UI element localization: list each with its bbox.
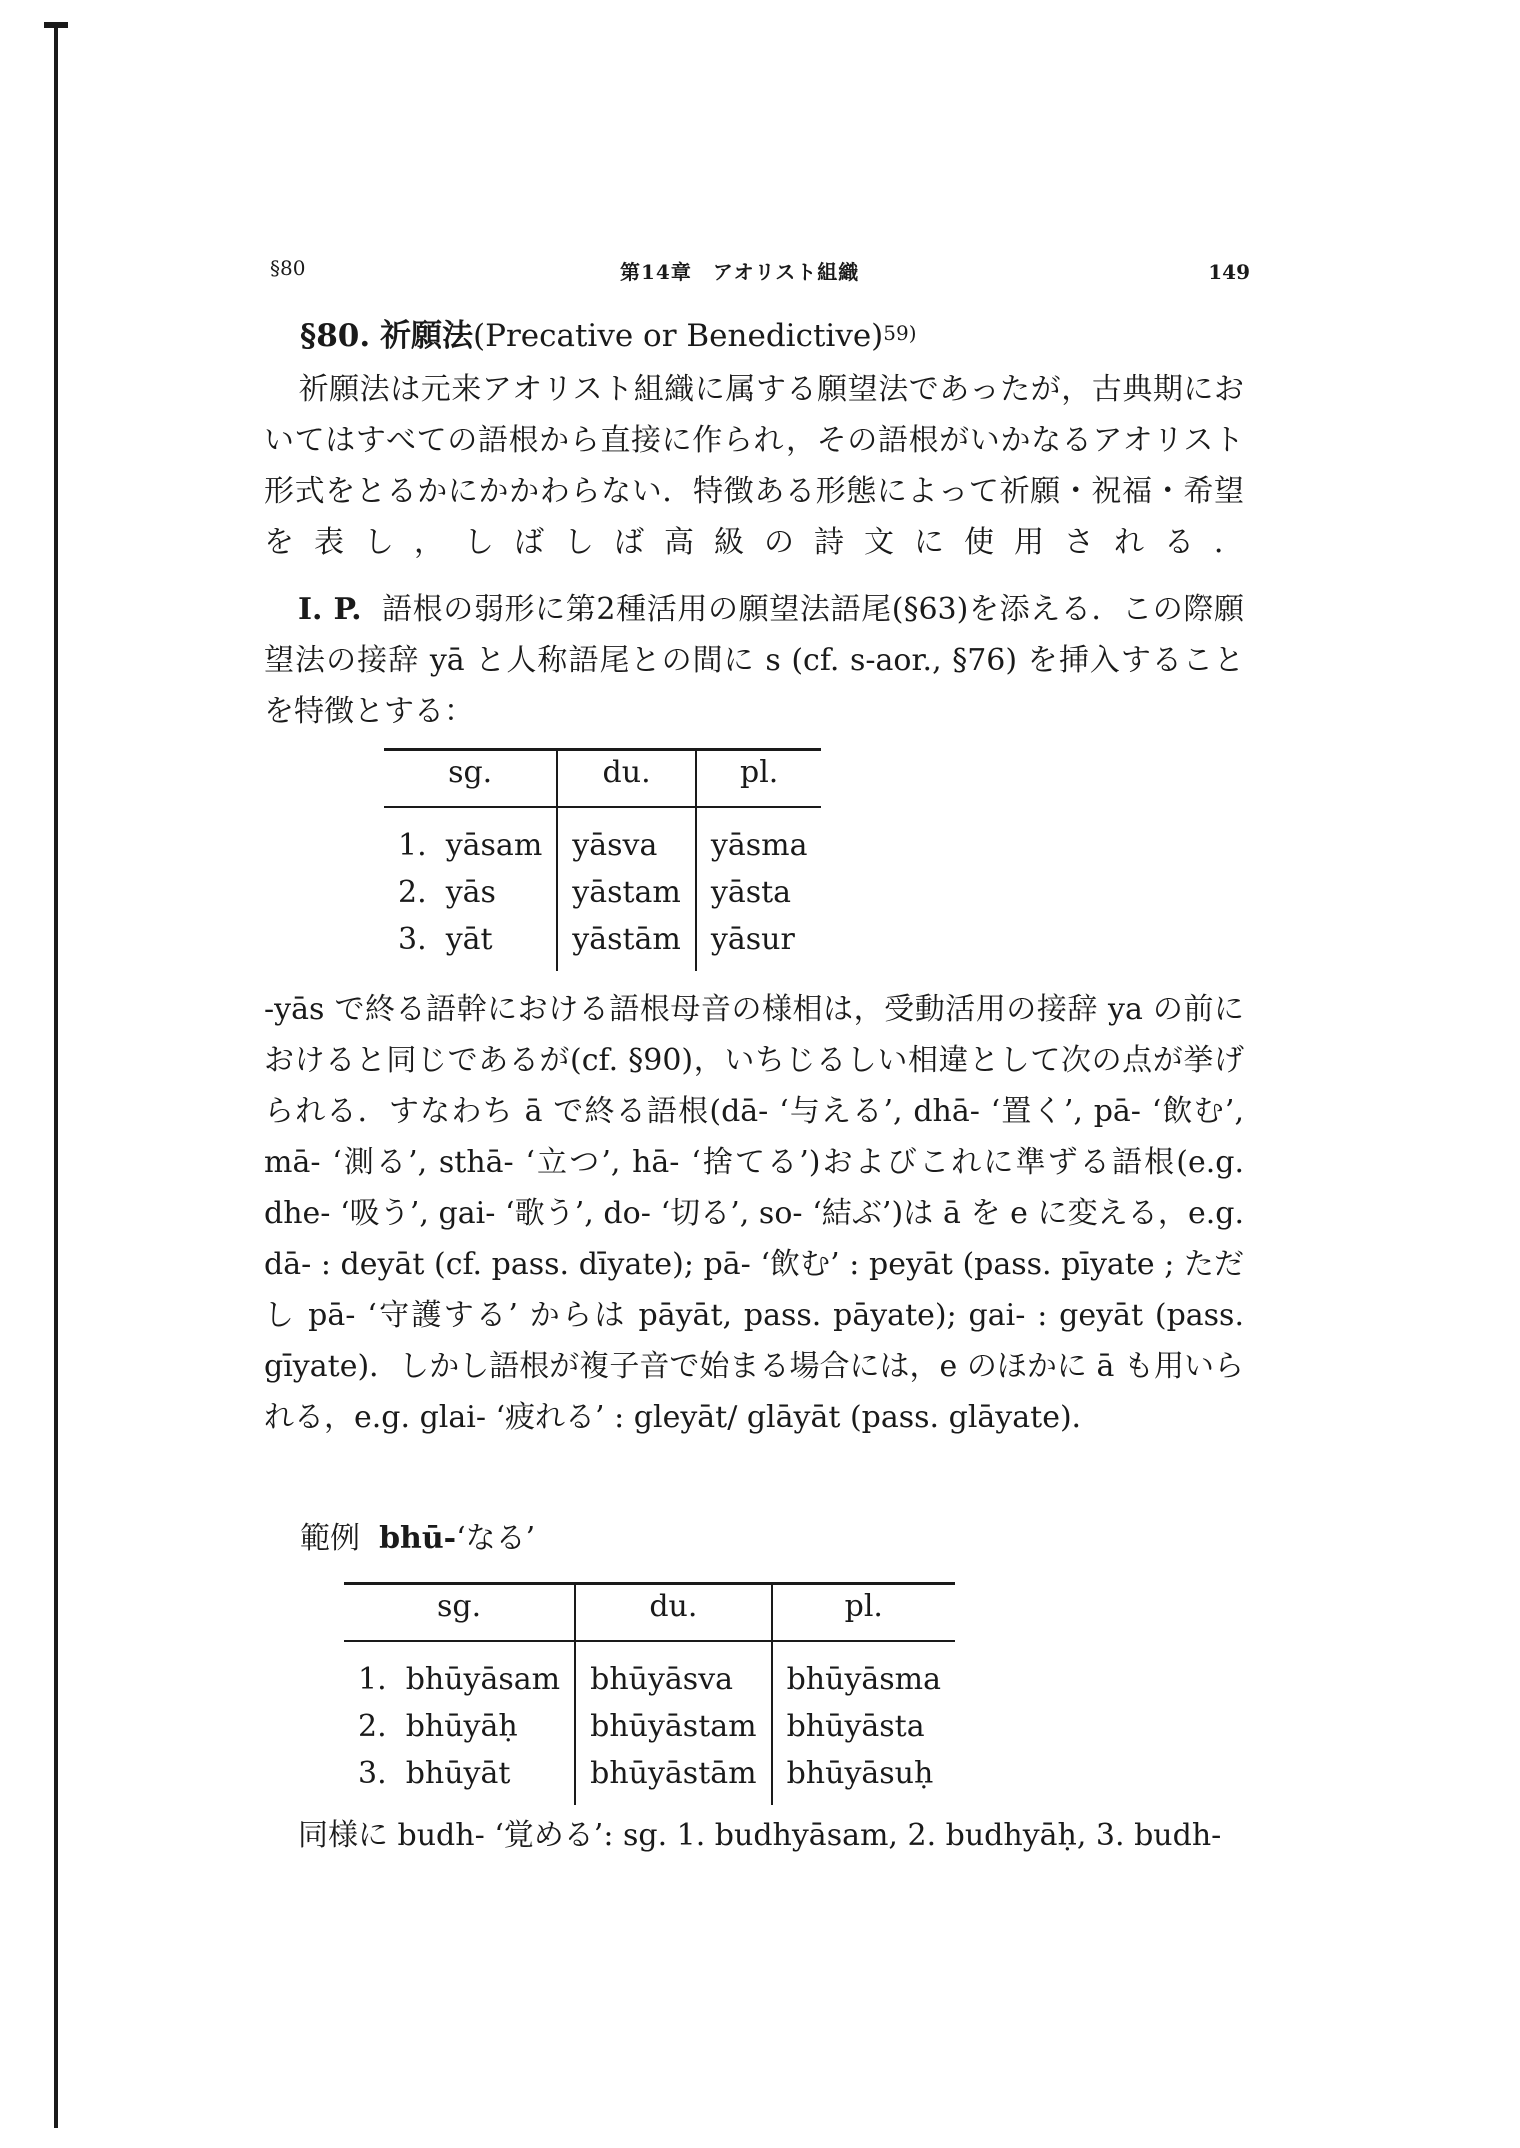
binding-edge-line — [54, 28, 58, 2128]
vowel-grade-paragraph: -yās で終る語幹における語根母音の様相は，受動活用の接辞 ya の前におけると同じであるが(cf. §90)，いちじるしい相違として次の点が挙げられる．すなわち ā で終る語根(dā- ‘与える’, dhā- ‘置く’, pā- ‘飲む’, mā- ‘測る’, sthā- ‘立つ’, hā- ‘捨てる’)およびこれに準ずる語根(e.g. dhe- ‘吸う’, gai- ‘歌う’, do- ‘切る’, so- ‘結ぶ’)は ā を e に変える，e.g. dā- : deyāt (cf. pass. dīyate); pā- ‘飲む’ : peyāt (pass. pīyate ; ただし pā- ‘守護する’ からは pāyāt, pass. pāyate); gai- : geyāt (pass. gīyate)．しかし語根が複子音で始まる場合には，e のほかに ā も用いられる，e.g. glai- ‘疲れる’ : gleyāt/ glāyāt (pass. glāyate)． — [264, 992, 1244, 1435]
table-row: 1. yāsam yāsva yāsma — [384, 807, 821, 869]
rule-text: 語根の弱形に第2種活用の願望法語尾(§63)を添える．この際願望法の接辞 yā と人称語尾との間に s (cf. s-aor., §76) を挿入することを特徴とする： — [264, 592, 1244, 729]
intro-paragraph: 祈願法は元来アオリスト組織に属する願望法であったが，古典期においてはすべての語根から直接に作られ，その語根がいかなるアオリスト形式をとるかにかかわらない．特徴ある形態によって祈願・祝福・希望を表し，しばしば高級の詩文に使用される． — [264, 372, 1244, 560]
footnote-ref: 59) — [883, 321, 917, 345]
closing-line: 同様に budh- ‘覚める’: sg. 1. budhyāsam, 2. budhyāḥ, 3. budh- — [298, 1818, 1222, 1853]
rule-label: I. P. — [298, 592, 362, 627]
header-chapter-title: 第14章 アオリスト組織 — [620, 260, 860, 284]
example-root: bhū- — [379, 1521, 457, 1556]
col-header-sg: sg. — [344, 1584, 575, 1642]
table-row: 3. bhūyāt bhūyāstām bhūyāsuḥ — [344, 1750, 955, 1805]
section-heading — [300, 310, 917, 355]
paradigm-table-bhu — [344, 1582, 955, 1805]
page-number: 149 — [1208, 260, 1250, 284]
col-header-du: du. — [575, 1584, 771, 1642]
table-row: 1. bhūyāsam bhūyāsva bhūyāsma — [344, 1641, 955, 1703]
col-header-sg: sg. — [384, 750, 557, 808]
header-section: §80 — [270, 256, 306, 280]
section-number: §80. — [300, 318, 371, 354]
col-header-pl: pl. — [772, 1584, 955, 1642]
rule-paragraph — [264, 584, 1244, 737]
table-row: 2. bhūyāḥ bhūyāstam bhūyāsta — [344, 1703, 955, 1750]
col-header-du: du. — [557, 750, 696, 808]
section-title-jp: 祈願法 — [380, 318, 474, 354]
col-header-pl: pl. — [696, 750, 822, 808]
table-row: 3. yāt yāstām yāsur — [384, 916, 821, 971]
example-meaning: ‘なる’ — [456, 1521, 536, 1556]
running-header — [270, 256, 1250, 296]
example-heading: 範例 bhū-‘なる’ — [300, 1521, 536, 1556]
table-row: 2. yās yāstam yāsta — [384, 869, 821, 916]
paradigm-table-yas — [384, 748, 821, 971]
section-title-en: (Precative or Benedictive) — [473, 318, 884, 354]
